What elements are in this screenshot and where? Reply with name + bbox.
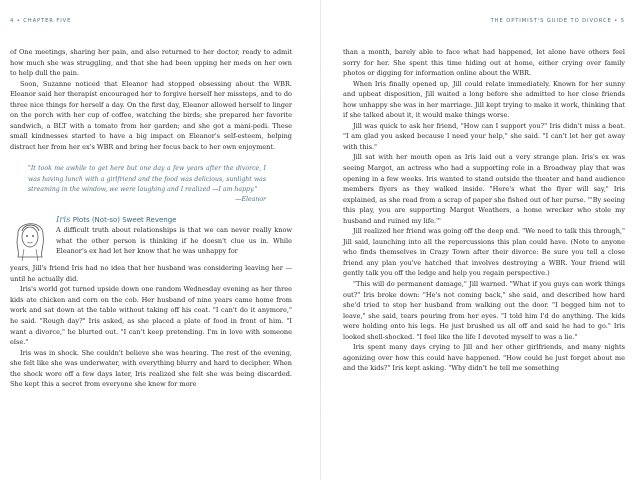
sidebar-section [10,215,292,263]
iris-portrait-illustration [10,213,50,263]
paragraph: of One meetings, sharing her pain, and also returned to her doctor, ready to admit how much she was struggling, and that she had been upping her meds on her own to help dull the pain. [10,48,292,78]
paragraph: "This will do permanent damage," Jill warned. "What if you guys can work things out?" Iris broke down: "He's not coming back," she said, and described how hard she'd tried to stop her husband from walking out the door. "I begged him not to leave," she said, tears pouring from her eyes. "I told him I'd do anything. The kids were holding onto his legs. He just brushed us all off and said he had to go." Iris looked shell-shocked. "I feel like the life I devoted myself to was a lie." [343,280,625,341]
paragraph: Iris was in shock. She couldn't believe she was hearing. The rest of the evening, she felt like she was underwater, with everything blurry and hard to decipher. When the shock wore off a few days later, Iris realized she felt she was being discarded. She kept this a secret from everyone she knew for more [10,348,292,389]
left-page [10,0,292,480]
pull-quote [28,164,266,205]
paragraph: Iris spent many days crying to Jill and her other girlfriends, and many nights agonizing over how this could have happened. "How could he just forget about me and the kids?" Iris kept asking. "Why didn't he tell me something [343,343,625,373]
paragraph: Jill was quick to ask her friend, "How can I support you?" Iris didn't miss a beat. "I am glad you asked because I need your help," she said. "I can't let her get away with this." [343,121,625,151]
right-running-head: THE OPTIMIST'S GUIDE TO DIVORCE • 5 [490,18,625,24]
page-gutter [320,0,321,480]
pull-quote-attribution: —Eleanor [235,196,266,204]
right-page-text [343,47,625,374]
left-page-text [10,47,292,390]
paragraph: Iris's world got turned upside down one random Wednesday evening as her three kids ate chicken and corn on the cob. Her husband of nine years came home from work and sat down at the table without taking off his coat. "I can't do it anymore," he said. "Rough day?" Iris asked, as she placed a plate of food in front of him. "I want a divorce," he blurted out. "I can't keep pretending. I'm in love with someone else." [10,285,292,347]
paragraph: years, Jill's friend Iris had no idea that her husband was considering leaving her — until he actually did. [10,264,292,283]
paragraph: Jill realized her friend was going off the deep end. "We need to talk this through," Jill said, launching into all the repercussions this plan could have. (Note to anyone who finds themselves in Crazy Town after their divorce: Be sure you tell a close friend any plan you've hatched that involves destroying a WBR. Your friend will gently talk you off the ledge and help you regain perspective.) [343,227,625,278]
sidebar-wrap-text [56,215,292,257]
paragraph: A difficult truth about relationships is that we can never really know what the other person is thinking if he doesn't clue us in. While Eleanor's ex had let her know that he was unhappy for [56,226,292,256]
paragraph: than a month, barely able to face what had happened, let alone have others feel sorry for her. She spent this time hiding out at home, either crying over family photos or digging for information online about the WBR. [343,48,625,78]
paragraph: Jill sat with her mouth open as Iris laid out a very strange plan. Iris's ex was seeing Margot, an actress who had a supporting role in a Broadway play that was opening in a few weeks. Iris wanted to stand outside the theater and hand audience members flyers as they walked inside. "Here's what the flyer will say," Iris explained, as she read from a scrap of paper she fished out of her purse. "'By seeing this play, you are supporting Margot Weathers, a home wrecker who stole my husband and ruined my life.'" [343,153,625,225]
paragraph: When Iris finally opened up, Jill could relate immediately. Known for her sunny and upbeat disposition, Jill waited a long before she admitted to her close friends how unhappy she was in her marriage. Jill kept trying to make it work, thinking that if she talked about it, it would make things worse. [343,79,625,120]
sidebar-title [56,215,292,225]
pull-quote-text: "It took me awhile to get here but one day a few years after the divorce, I was having lunch with a girlfriend and the food was delicious, sunlight was streaming in the window, we were laughing and I realized —I am happy." [28,165,266,193]
right-page [343,0,625,480]
sidebar-title-script: Iris [56,215,71,226]
sidebar-title-rest: Plots (Not-so) Sweet Revenge [72,216,177,225]
paragraph: Soon, Suzanne noticed that Eleanor had stopped obsessing about the WBR. Eleanor said her therapist encouraged her to forgive herself her missteps, and to do three nice things for herself a day. On the first day, Eleanor allowed herself to linger on the porch with her cup of coffee, watching the birds; she prepared her favorite sandwich, a BLT with a tomato from her garden; and she got a mani-pedi. These small kindnesses started to have a big impact on Eleanor's self-esteem, helping distract her from her ex's WBR and bring her focus back to her own enjoyment. [10,79,292,151]
left-running-head: 4 • CHAPTER FIVE [10,18,72,24]
